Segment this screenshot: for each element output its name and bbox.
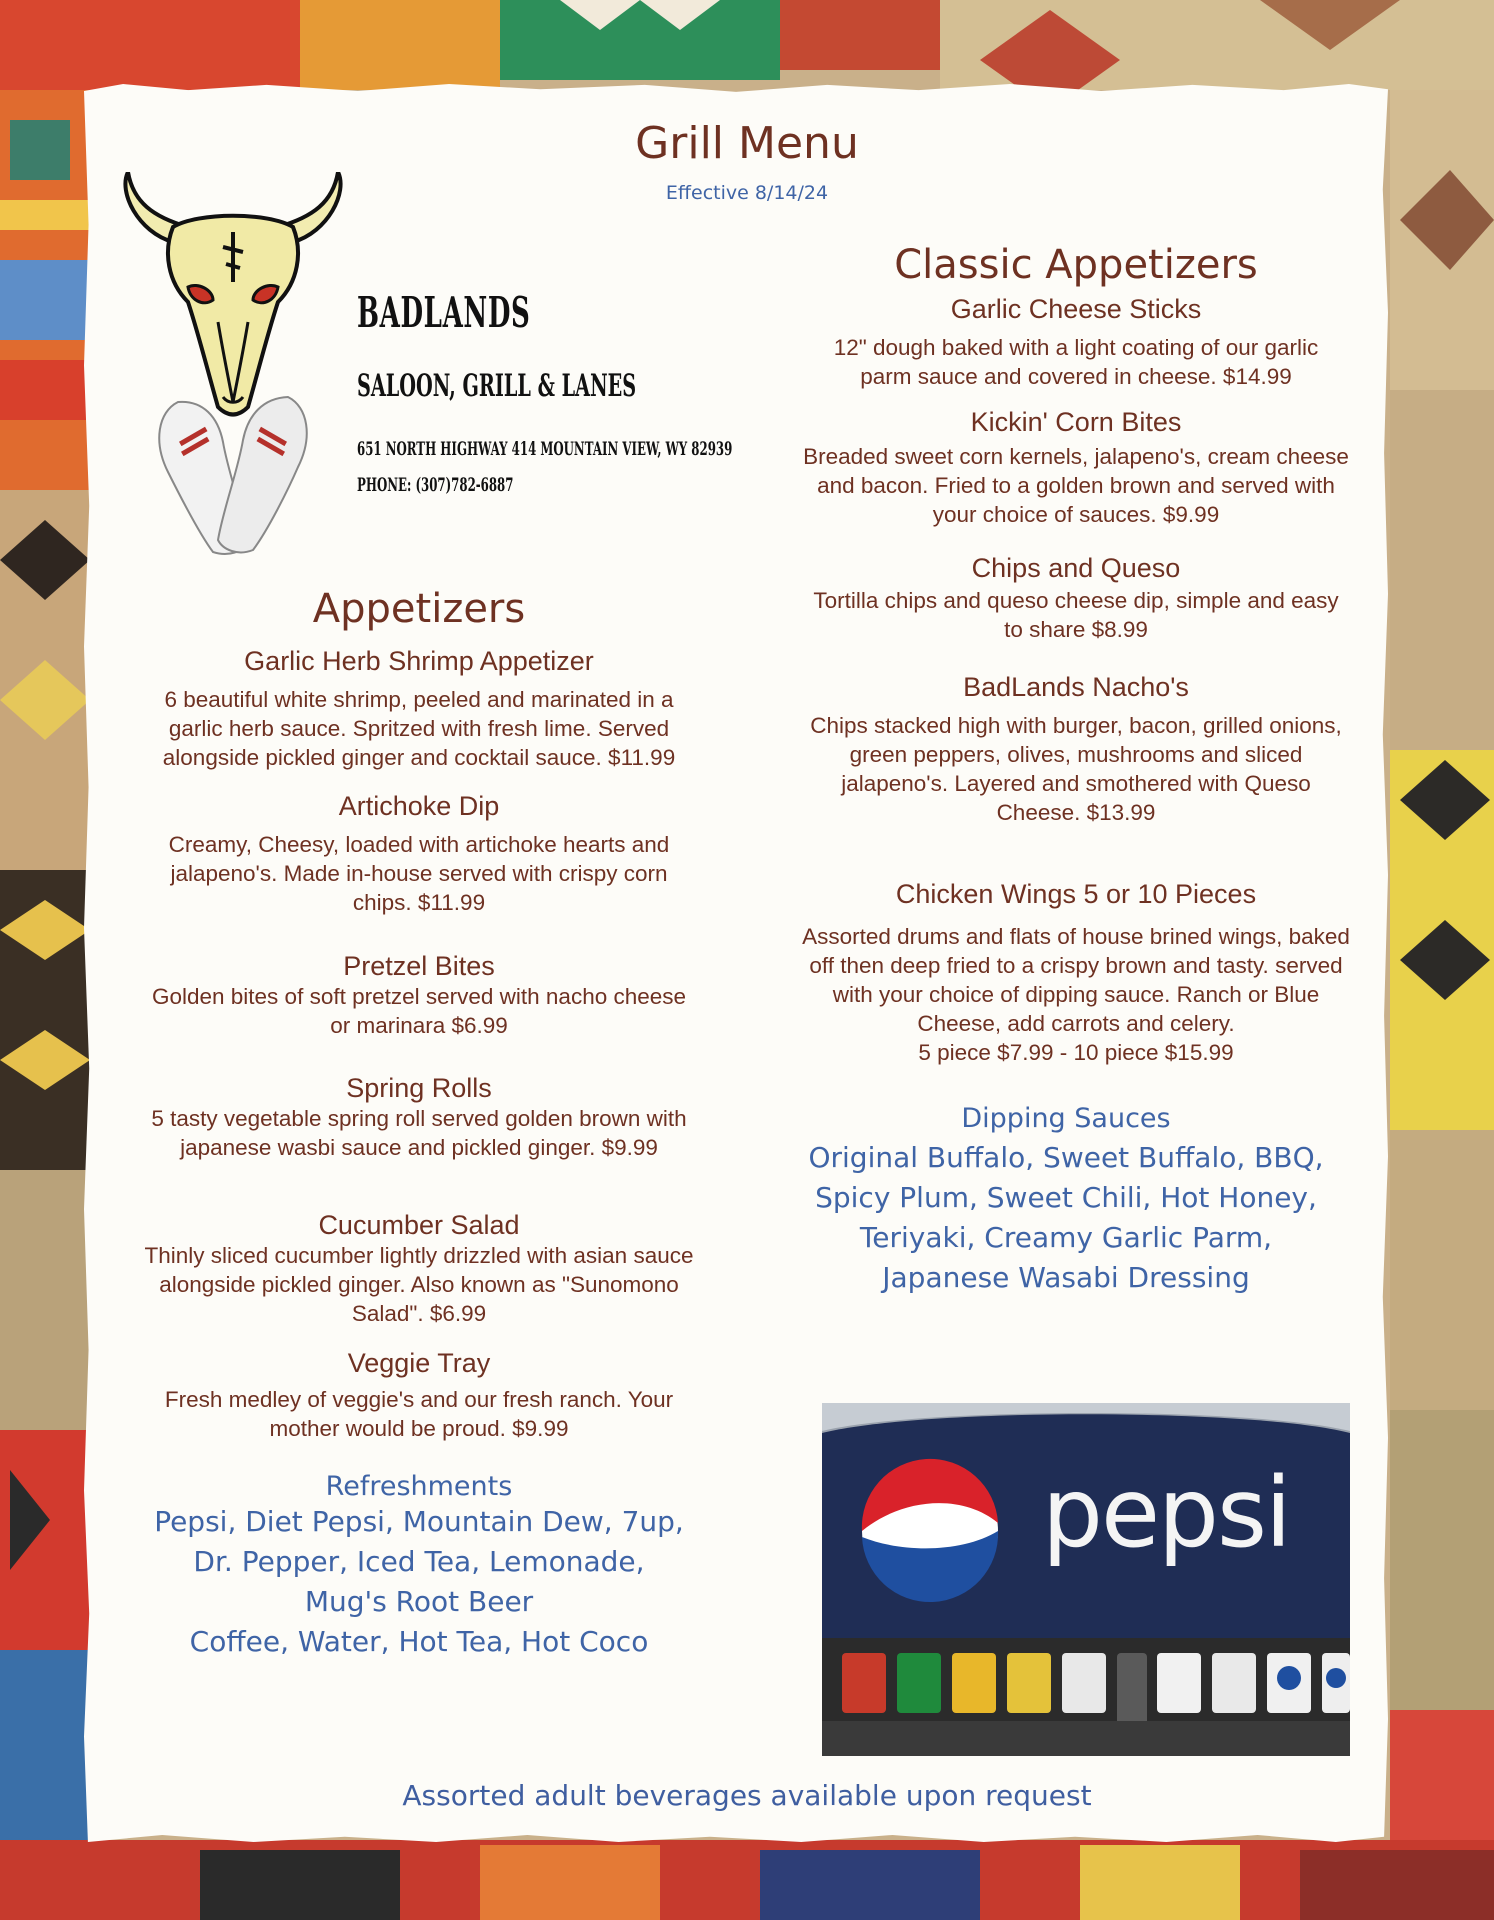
item-desc-line: Thinly sliced cucumber lightly drizzled with asian sauce [144, 1243, 694, 1268]
menu-item [768, 407, 1384, 529]
appetizers-column [110, 586, 728, 1662]
item-name: Kickin' Corn Bites [970, 407, 1182, 437]
dipping-sauces-title: Dipping Sauces [961, 1103, 1171, 1134]
pepsi-fountain-photo [822, 1403, 1350, 1756]
item-desc-line: chips. $11.99 [352, 890, 486, 915]
item-name: Chips and Queso [971, 553, 1181, 583]
item-desc-line: Chips stacked high with burger, bacon, grilled onions, [810, 713, 1342, 738]
skull-bowling-pins-logo [118, 172, 348, 562]
item-desc-line: alongside pickled ginger and cocktail sauce. $11.99 [162, 745, 676, 770]
sauce-line: Japanese Wasabi Dressing [882, 1261, 1250, 1294]
item-desc-line: 12" dough baked with a light coating of our garlic [833, 335, 1319, 360]
item-name: Artichoke Dip [338, 791, 500, 821]
menu-item [110, 1348, 728, 1443]
item-desc-line: Assorted drums and flats of house brined wings, baked [802, 924, 1350, 949]
pepsi-fountain-illustration [822, 1403, 1350, 1756]
menu-item [110, 1210, 728, 1328]
item-name: Pretzel Bites [343, 951, 495, 981]
item-desc-line: parm sauce and covered in cheese. $14.99 [860, 364, 1292, 389]
item-desc-line: 5 piece $7.99 - 10 piece $15.99 [918, 1040, 1234, 1065]
item-desc-line: off then deep fried to a crispy brown and tasty. served [809, 953, 1343, 978]
item-name: Garlic Cheese Sticks [950, 294, 1202, 324]
classic-appetizers-column [768, 242, 1384, 1298]
item-desc-line: mother would be proud. $9.99 [269, 1416, 569, 1441]
sauce-line: Teriyaki, Creamy Garlic Parm, [859, 1221, 1273, 1254]
brand-subtitle: SALOON, GRILL & LANES [357, 368, 637, 404]
item-name: Chicken Wings 5 or 10 Pieces [895, 879, 1257, 909]
item-desc-line: alongside pickled ginger. Also known as "Sunomono [159, 1272, 679, 1297]
item-desc-line: 5 tasty vegetable spring roll served golden brown with [151, 1106, 687, 1131]
menu-item [110, 791, 728, 917]
item-desc-line: to share $8.99 [1004, 617, 1148, 642]
brand-phone: PHONE: (307)782-6887 [357, 474, 514, 496]
footer-note: Assorted adult beverages available upon request [402, 1779, 1092, 1812]
item-desc-line: 6 beautiful white shrimp, peeled and marinated in a [164, 687, 674, 712]
menu-title: Grill Menu [635, 118, 859, 169]
item-desc-line: with your choice of dipping sauce. Ranch or Blue [832, 982, 1320, 1007]
item-desc-line: your choice of sauces. $9.99 [932, 502, 1220, 527]
item-desc-line: Cheese. $13.99 [996, 800, 1156, 825]
refreshments-block [110, 1471, 728, 1662]
pepsi-logo-text: pepsi [1042, 1457, 1290, 1569]
item-desc-line: green peppers, olives, mushrooms and sliced [849, 742, 1303, 767]
refreshments-line: Pepsi, Diet Pepsi, Mountain Dew, 7up, [154, 1505, 684, 1538]
item-name: Spring Rolls [346, 1073, 492, 1103]
item-name: Cucumber Salad [318, 1210, 520, 1240]
menu-item [768, 879, 1384, 1067]
item-desc-line: Creamy, Cheesy, loaded with artichoke hearts and [168, 832, 670, 857]
item-desc-line: jalapeno's. Layered and smothered with Queso [841, 771, 1311, 796]
menu-item [768, 294, 1384, 391]
item-desc-line: and bacon. Fried to a golden brown and served with [817, 473, 1335, 498]
refreshments-line: Dr. Pepper, Iced Tea, Lemonade, [193, 1545, 645, 1578]
appetizers-heading: Appetizers [312, 586, 526, 632]
classic-appetizers-heading: Classic Appetizers [894, 242, 1258, 288]
menu-item [768, 672, 1384, 827]
brand-address: 651 NORTH HIGHWAY 414 MOUNTAIN VIEW, WY 82939 [357, 438, 733, 460]
menu-item [110, 1073, 728, 1162]
item-desc-line: Salad". $6.99 [351, 1301, 487, 1326]
sauce-line: Spicy Plum, Sweet Chili, Hot Honey, [815, 1181, 1317, 1214]
refreshments-line: Coffee, Water, Hot Tea, Hot Coco [189, 1625, 649, 1658]
item-name: Garlic Herb Shrimp Appetizer [244, 646, 594, 676]
item-desc-line: or marinara $6.99 [330, 1013, 508, 1038]
item-desc-line: garlic herb sauce. Spritzed with fresh lime. Served [168, 716, 670, 741]
brand-name: BADLANDS [357, 288, 531, 337]
item-desc-line: jalapeno's. Made in-house served with crispy corn [170, 861, 668, 886]
refreshments-title: Refreshments [325, 1471, 513, 1502]
item-desc-line: Tortilla chips and queso cheese dip, simple and easy [813, 588, 1339, 613]
item-desc-line: Fresh medley of veggie's and our fresh ranch. Your [164, 1387, 674, 1412]
item-desc-line: japanese wasbi sauce and pickled ginger. $9.99 [180, 1135, 658, 1160]
item-name: BadLands Nacho's [963, 672, 1189, 702]
item-name: Veggie Tray [347, 1348, 491, 1378]
item-desc-line: Golden bites of soft pretzel served with nacho cheese [151, 984, 687, 1009]
menu-item [768, 553, 1384, 644]
sauce-line: Original Buffalo, Sweet Buffalo, BBQ, [808, 1141, 1324, 1174]
menu-item [110, 951, 728, 1040]
refreshments-line: Mug's Root Beer [304, 1585, 534, 1618]
item-desc-line: Cheese, add carrots and celery. [917, 1011, 1235, 1036]
menu-item [110, 646, 728, 772]
item-desc-line: Breaded sweet corn kernels, jalapeno's, cream cheese [803, 444, 1349, 469]
effective-date: Effective 8/14/24 [665, 182, 829, 204]
dipping-sauces-block [748, 1103, 1384, 1298]
